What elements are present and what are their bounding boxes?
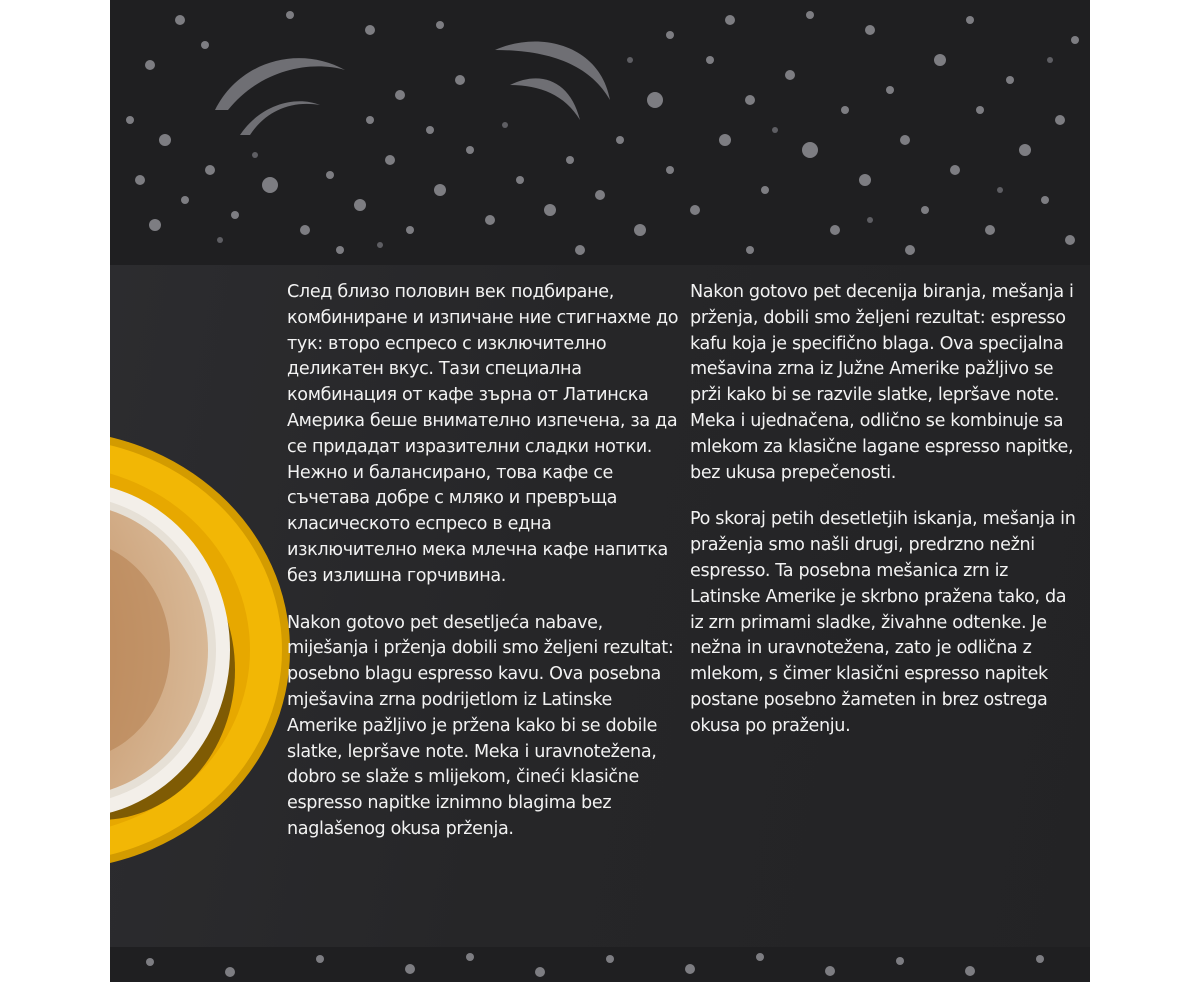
description-croatian: Nakon gotovo pet desetljeća nabave, miješanja i prženja dobili smo željeni rezultat: posebno blagu espresso kavu. Ova posebna mješavina zrna podrijetlom iz Latinske Amerike pažljivo je pržena kako bi se dobile slatke, lepršave note. Meka i uravnotežena, dobro se slaže s mlijekom, čineći klasične espresso napitke iznimno blagima bez naglašenog okusa prženja. <box>287 612 674 839</box>
text-column-left <box>287 280 682 864</box>
coffee-bean-speckle-pattern-icon <box>110 947 1090 982</box>
description-serbian: Nakon gotovo pet decenija biranja, mešanja i prženja, dobili smo željeni rezultat: espresso kafu koja je specifično blaga. Ova specijalna mešavina zrna iz Južne Amerike pažljivo se prži kako bi se razvile slatke, lepršave note. Meka i ujednačena, odlično se kombinuje sa mlekom za klasične lagane espresso napitke, bez ukusa prepečenosti. <box>690 282 1074 483</box>
espresso-cup-illustration-icon <box>110 400 290 900</box>
product-description-panel <box>110 0 1090 982</box>
description-bulgarian: След близо половин век подбиране, комбиниране и изпичане ние стигнахме до тук: второ еспресо с изключително деликатен вкус. Тази специална комбинация от кафе зърна от Латинска Америка беше внимателно изпечена, за да се придадат изразителни сладки нотки. Нежно и балансирано, това кафе се съчетава добре с мляко и превръща класическото еспресо в една изключително мека млечна кафе напитка без излишна горчивина. <box>287 282 679 586</box>
coffee-bean-speckle-pattern-icon <box>110 0 1090 265</box>
description-slovenian: Po skoraj petih desetletjih iskanja, mešanja in praženja smo našli drugi, predrzno nežni espresso. Ta posebna mešanica zrn iz Latinske Amerike je skrbno pražena tako, da iz zrn primami sladke, živahne odtenke. Je nežna in uravnotežena, zato je odlična z mlekom, s čimer klasični espresso napitek postane posebno žameten in brez ostrega okusa po praženju. <box>690 509 1076 736</box>
text-column-right <box>690 280 1080 761</box>
